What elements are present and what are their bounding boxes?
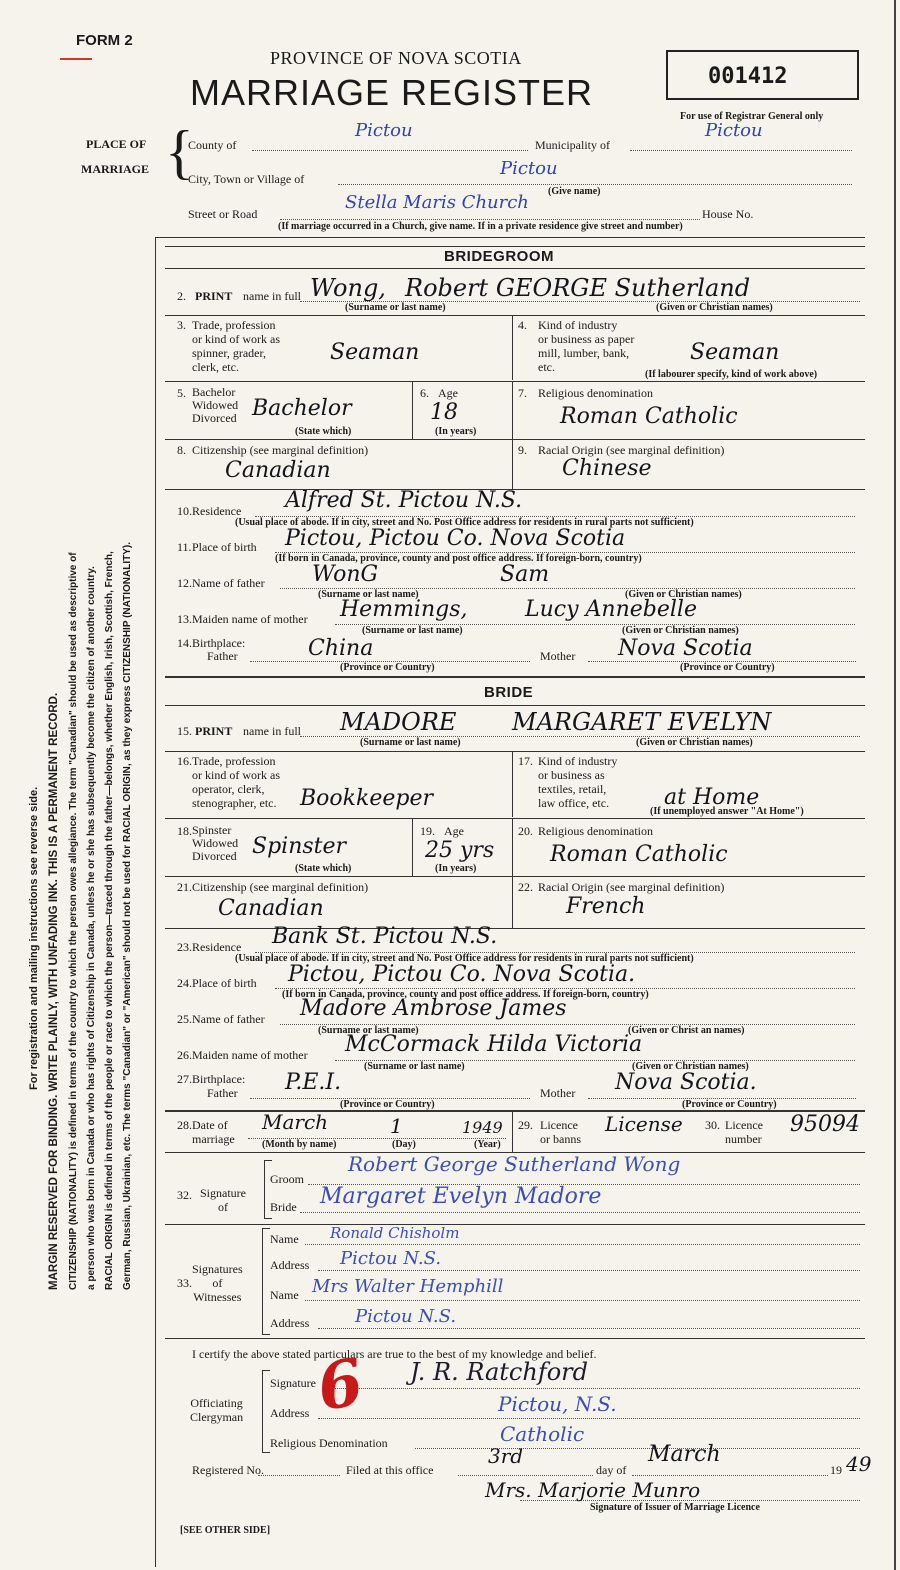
bride-age: 25 yrs xyxy=(425,838,495,863)
licence-type: License xyxy=(605,1112,683,1136)
clergy-signature: J. R. Ratchford xyxy=(410,1358,588,1386)
groom-age: 18 xyxy=(430,400,458,425)
label-line: or kind of work as xyxy=(192,768,280,782)
bracket xyxy=(262,1452,270,1453)
margin-binding-note: MARGIN RESERVED FOR BINDING. WRITE PLAINLY, WITH UNFADING INK. THIS IS A PERMANENT RECORD. xyxy=(48,692,60,1290)
label-line: of xyxy=(218,1200,228,1214)
label-line: or business as xyxy=(538,768,605,782)
bracket xyxy=(262,1370,263,1452)
rule xyxy=(165,1338,865,1339)
residence-note: (Usual place of abode. If in city, street and No. Post Office address for residents in rural parts not sufficient) xyxy=(235,953,694,964)
month-note: (Month by name) xyxy=(262,1139,337,1150)
field-number: 26. xyxy=(177,1048,192,1062)
line xyxy=(305,1300,860,1301)
field-number: 11. xyxy=(177,540,192,554)
label-line: of xyxy=(212,1276,223,1290)
field-number: 3. xyxy=(177,318,186,332)
certify-statement: I certify the above stated particulars are true to the best of my knowledge and belief. xyxy=(192,1347,597,1361)
city-label: City, Town or Village of xyxy=(188,172,305,186)
field-number: 13. xyxy=(177,612,192,626)
margin-racial-def: RACIAL ORIGIN is defined in terms of the people or race to which the person—traced through the father—belongs, whether English, Irish, Scottish, French, xyxy=(104,551,115,1290)
field-number: 24. xyxy=(177,976,192,990)
margin-citizenship-def: CITIZENSHIP (NATIONALITY) is defined in terms of the country to which the person owes allegiance. The term "Canadian" should be used as descriptive of xyxy=(68,552,79,1290)
red-underline xyxy=(60,58,92,60)
day-note: (Day) xyxy=(392,1139,416,1150)
frame-left xyxy=(155,237,156,1567)
field-number: 8. xyxy=(177,443,186,457)
witness-address-label: Address xyxy=(270,1258,310,1272)
register-number: 001412 xyxy=(708,64,788,89)
divider xyxy=(512,751,513,817)
give-name-note: (Give name) xyxy=(548,186,601,197)
surname-note: (Surname or last name) xyxy=(318,1025,419,1036)
rule xyxy=(165,246,865,247)
field-number: 32. xyxy=(177,1188,192,1202)
divider xyxy=(512,1110,513,1152)
father-name-label: Name of father xyxy=(192,576,265,590)
margin-citizenship-def-2: a person who was born in Canada or who has rights of Citizenship in Canada, unless he or she has subsequently become the citizen of another country. xyxy=(86,566,97,1290)
line xyxy=(458,1475,593,1476)
field-number: 7. xyxy=(518,386,527,400)
field-number: 28. xyxy=(177,1118,192,1132)
bride-status: Spinster xyxy=(252,834,347,859)
year-prefix: 19 xyxy=(830,1463,842,1477)
field-number: 10. xyxy=(177,504,192,518)
municipality-line xyxy=(630,150,852,151)
racial-origin-label: Racial Origin (see marginal definition) xyxy=(538,443,725,457)
industry-label xyxy=(538,754,617,810)
street-label: Street or Road xyxy=(188,207,258,221)
field-number: 23. xyxy=(177,940,192,954)
groom-label: Groom xyxy=(270,1172,304,1186)
bride-citizenship: Canadian xyxy=(218,896,324,921)
label-line: or business as paper xyxy=(538,332,635,346)
divider xyxy=(412,818,413,876)
registrar-note: For use of Registrar General only xyxy=(680,111,824,122)
field-number: 12. xyxy=(177,576,192,590)
street-note: (If marriage occurred in a Church, give name. If in a private residence give street and number) xyxy=(278,221,683,232)
officiating-clergyman-label xyxy=(190,1396,243,1424)
field-number: 6. xyxy=(420,386,429,400)
brace: { xyxy=(165,119,194,185)
divider xyxy=(512,818,513,876)
trade-label xyxy=(192,318,280,374)
given-note: (Given or Christian names) xyxy=(636,737,753,748)
citizenship-label: Citizenship (see marginal definition) xyxy=(192,880,369,894)
bride-signature: Margaret Evelyn Madore xyxy=(320,1184,602,1209)
in-years-note: (In years) xyxy=(435,863,477,874)
birth-note: (If born in Canada, province, county and post office address. If foreign-born, country) xyxy=(282,989,649,1000)
label-line: Officiating xyxy=(190,1396,243,1410)
label-line: Trade, profession xyxy=(192,754,276,768)
rule xyxy=(165,439,865,440)
label-line: Witnesses xyxy=(193,1290,242,1304)
birthplace-label: Place of birth xyxy=(192,540,257,554)
line xyxy=(318,1270,860,1271)
province-note: (Province or Country) xyxy=(340,662,435,673)
witness-name-label: Name xyxy=(270,1232,299,1246)
date-label xyxy=(192,1118,235,1146)
witness-1-name: Ronald Chisholm xyxy=(330,1224,460,1242)
province-note: (Province or Country) xyxy=(680,662,775,673)
licence-banns-label xyxy=(540,1118,581,1146)
clergy-address: Pictou, N.S. xyxy=(498,1392,617,1416)
field-number: 17. xyxy=(518,754,533,768)
bride-given-names: MARGARET EVELYN xyxy=(512,708,772,736)
racial-origin-label: Racial Origin (see marginal definition) xyxy=(538,880,725,894)
rule xyxy=(165,751,865,752)
form-label: FORM 2 xyxy=(76,32,133,49)
rule xyxy=(165,676,865,678)
divider xyxy=(412,381,413,439)
label-line: Divorced xyxy=(192,849,237,863)
groom-mother-given: Lucy Annebelle xyxy=(525,597,697,622)
bride-residence: Bank St. Pictou N.S. xyxy=(272,924,498,949)
label-line: Spinster xyxy=(192,823,232,837)
field-number: 21. xyxy=(177,880,192,894)
groom-given-names: Robert GEORGE Sutherland xyxy=(405,274,751,302)
label-line: Divorced xyxy=(192,411,237,425)
label-line: Bachelor xyxy=(192,385,236,399)
rule xyxy=(165,268,865,269)
house-label: House No. xyxy=(702,207,754,221)
bride-label: Bride xyxy=(270,1200,297,1214)
filed-day: 3rd xyxy=(488,1444,524,1468)
clergy-address-label: Address xyxy=(270,1406,310,1420)
given-note: (Given or Christ an names) xyxy=(628,1025,745,1036)
age-label: Age xyxy=(444,824,464,838)
birthplace-parents-label: Birthplace: xyxy=(192,1072,246,1086)
father-label: Father xyxy=(207,1086,238,1100)
rule xyxy=(165,705,865,706)
field-number: 15. xyxy=(177,724,192,738)
field-number: 27. xyxy=(177,1072,192,1086)
unemployed-note: (If unemployed answer "At Home") xyxy=(650,806,804,817)
label-line: Licence xyxy=(725,1118,763,1132)
witness-2-address: Pictou N.S. xyxy=(355,1306,457,1327)
labourer-note: (If labourer specify, kind of work above) xyxy=(645,369,818,380)
label-line: stenographer, etc. xyxy=(192,796,277,810)
field-number: 19. xyxy=(420,824,435,838)
red-registrar-mark: 6 xyxy=(311,1344,369,1427)
label-line: mill, lumber, bank, xyxy=(538,346,630,360)
line xyxy=(318,1328,860,1329)
frame-top xyxy=(155,237,865,238)
licence-number: 95094 xyxy=(790,1112,860,1137)
bracket xyxy=(264,1160,272,1161)
filed-year: 49 xyxy=(846,1452,872,1476)
print-label: PRINT xyxy=(195,724,233,738)
label-line: or kind of work as xyxy=(192,332,280,346)
line xyxy=(632,1475,828,1476)
bridegroom-heading: BRIDEGROOM xyxy=(444,248,554,265)
label-line: Signatures xyxy=(192,1262,243,1276)
surname-note: (Surname or last name) xyxy=(318,589,419,600)
bride-industry: at Home xyxy=(664,785,760,810)
field-number: 2. xyxy=(177,289,186,303)
birthplace-parents-label: Birthplace: xyxy=(192,636,246,650)
place-label-1: PLACE OF xyxy=(86,137,147,151)
field-number: 25. xyxy=(177,1012,192,1026)
religion-label: Religious denomination xyxy=(538,386,653,400)
label-line: textiles, retail, xyxy=(538,782,607,796)
city-value: Pictou xyxy=(500,158,558,179)
label-line: spinner, grader, xyxy=(192,346,267,360)
residence-label: Residence xyxy=(192,940,242,954)
line xyxy=(300,1212,860,1213)
label-line: law office, etc. xyxy=(538,796,610,810)
state-which-note: (State which) xyxy=(295,426,352,437)
label-line: or banns xyxy=(540,1132,581,1146)
clergy-denomination: Catholic xyxy=(500,1422,585,1446)
rule xyxy=(165,928,865,929)
state-which-note: (State which) xyxy=(295,863,352,874)
label-line: clerk, etc. xyxy=(192,360,239,374)
witness-1-address: Pictou N.S. xyxy=(340,1248,442,1269)
field-number: 30. xyxy=(705,1118,720,1132)
groom-religion: Roman Catholic xyxy=(560,404,738,429)
surname-note: (Surname or last name) xyxy=(364,1061,465,1072)
label-line: Widowed xyxy=(192,398,239,412)
issuer-label: Signature of Issuer of Marriage Licence xyxy=(590,1502,760,1513)
bride-trade: Bookkeeper xyxy=(300,786,433,811)
age-label: Age xyxy=(438,386,458,400)
groom-racial-origin: Chinese xyxy=(562,456,652,481)
page-title: MARRIAGE REGISTER xyxy=(190,72,594,113)
father-name-label: Name of father xyxy=(192,1012,265,1026)
mother-maiden-label: Maiden name of mother xyxy=(192,1048,308,1062)
rule xyxy=(165,818,865,819)
bracket xyxy=(264,1160,265,1218)
county-line xyxy=(252,150,528,151)
groom-mother-surname: Hemmings, xyxy=(340,597,468,622)
rule xyxy=(165,876,865,877)
bride-mother-name: McCormack Hilda Victoria xyxy=(345,1032,643,1057)
bride-surname: MADORE xyxy=(340,708,457,736)
print-label: PRINT xyxy=(195,289,233,303)
field-number: 18. xyxy=(177,824,192,838)
industry-label xyxy=(538,318,634,374)
filed-month: March xyxy=(648,1442,721,1467)
margin-instructions: For registration and mailing instructions see reverse side. xyxy=(28,786,40,1090)
name-in-full-label: name in full xyxy=(243,289,301,303)
divider xyxy=(512,315,513,380)
filed-label: Filed at this office xyxy=(346,1463,434,1477)
groom-citizenship: Canadian xyxy=(225,458,331,483)
surname-note: (Surname or last name) xyxy=(360,737,461,748)
bride-father-birthplace: P.E.I. xyxy=(285,1070,342,1095)
licence-number-label xyxy=(725,1118,763,1146)
label-line: marriage xyxy=(192,1132,235,1146)
groom-mother-birthplace: Nova Scotia xyxy=(618,636,753,661)
label-line: Kind of industry xyxy=(538,754,618,768)
bride-heading: BRIDE xyxy=(484,684,534,701)
mother-label: Mother xyxy=(540,1086,576,1100)
rule xyxy=(165,1224,865,1225)
witness-address-label: Address xyxy=(270,1316,310,1330)
label-line: Clergyman xyxy=(190,1410,244,1424)
field-number: 14. xyxy=(177,636,192,650)
label-line: Date of xyxy=(192,1118,228,1132)
residence-note: (Usual place of abode. If in city, street and No. Post Office address for residents in rural parts not sufficient) xyxy=(235,517,694,528)
field-number: 33. xyxy=(177,1276,192,1290)
bracket xyxy=(262,1228,263,1334)
clergy-signature-label: Signature xyxy=(270,1376,316,1390)
line xyxy=(258,1475,340,1476)
issuer-signature: Mrs. Marjorie Munro xyxy=(485,1478,701,1502)
bracket xyxy=(262,1334,270,1335)
street-line xyxy=(280,219,700,220)
given-note: (Given or Christian names) xyxy=(632,1061,749,1072)
groom-industry: Seaman xyxy=(690,340,780,365)
groom-signature: Robert George Sutherland Wong xyxy=(348,1152,681,1176)
mother-label: Mother xyxy=(540,649,576,663)
city-line xyxy=(338,184,852,185)
marriage-day: 1 xyxy=(390,1114,403,1138)
field-number: 16. xyxy=(177,754,192,768)
divider xyxy=(512,876,513,928)
municipality-value: Pictou xyxy=(705,120,763,141)
rule xyxy=(165,381,865,382)
field-number: 20. xyxy=(518,824,533,838)
label-line: etc. xyxy=(538,360,555,374)
margin-racial-def-2: German, Russian, Ukrainian, etc. The terms "Canadian" or "American" should not be used for RACIAL ORIGIN, as they express CITIZENSHIP (NATIONALITY). xyxy=(122,541,133,1290)
province-note: (Province or Country) xyxy=(340,1099,435,1110)
groom-father-surname: WonG xyxy=(312,562,379,587)
groom-father-given: Sam xyxy=(500,562,550,587)
groom-surname: Wong, xyxy=(310,274,386,302)
given-note: (Given or Christian names) xyxy=(622,625,739,636)
county-label: County of xyxy=(188,138,237,152)
surname-note: (Surname or last name) xyxy=(362,625,463,636)
marriage-month: March xyxy=(262,1110,329,1134)
street-value: Stella Maris Church xyxy=(345,192,529,213)
witness-name-label: Name xyxy=(270,1288,299,1302)
year-note: (Year) xyxy=(474,1139,501,1150)
citizenship-label: Citizenship (see marginal definition) xyxy=(192,443,369,457)
marriage-year: 1949 xyxy=(462,1118,503,1137)
father-label: Father xyxy=(207,649,238,663)
line xyxy=(415,1448,860,1449)
mother-maiden-label: Maiden name of mother xyxy=(192,612,308,626)
groom-trade: Seaman xyxy=(330,340,420,365)
trade-label xyxy=(192,754,280,810)
registered-no-label: Registered No. xyxy=(192,1463,264,1477)
field-number: 4. xyxy=(518,318,527,332)
witnesses-label xyxy=(192,1262,243,1304)
municipality-label: Municipality of xyxy=(535,138,610,152)
bride-racial-origin: French xyxy=(566,894,646,919)
groom-birthplace: Pictou, Pictou Co. Nova Scotia xyxy=(285,526,626,551)
label-line: number xyxy=(725,1132,762,1146)
bride-birthplace: Pictou, Pictou Co. Nova Scotia. xyxy=(288,962,636,987)
field-number: 5. xyxy=(177,386,186,400)
label-line: Trade, profession xyxy=(192,318,276,332)
see-other-side: [SEE OTHER SIDE] xyxy=(180,1525,271,1536)
field-number: 29. xyxy=(518,1118,533,1132)
given-note: (Given or Christian names) xyxy=(625,589,742,600)
birth-note: (If born in Canada, province, county and post office address. If foreign-born, country) xyxy=(275,553,642,564)
groom-status: Bachelor xyxy=(252,396,352,421)
birthplace-label: Place of birth xyxy=(192,976,257,990)
given-note: (Given or Christian names) xyxy=(656,302,773,313)
bracket xyxy=(262,1228,270,1229)
label-line: operator, clerk, xyxy=(192,782,265,796)
line xyxy=(305,1244,860,1245)
bracket xyxy=(262,1370,270,1371)
witness-2-name: Mrs Walter Hemphill xyxy=(312,1276,504,1297)
residence-label: Residence xyxy=(192,504,242,518)
bride-father-name: Madore Ambrose James xyxy=(300,996,567,1021)
marital-status-label xyxy=(192,386,238,425)
line xyxy=(330,1388,860,1389)
field-number: 9. xyxy=(518,443,527,457)
field-number: 22. xyxy=(518,880,533,894)
signature-label xyxy=(200,1186,246,1214)
bride-mother-birthplace: Nova Scotia. xyxy=(615,1070,757,1095)
surname-note: (Surname or last name) xyxy=(345,302,446,313)
province-heading: PROVINCE OF NOVA SCOTIA xyxy=(270,48,522,68)
page-edge xyxy=(894,0,896,1570)
province-note: (Province or Country) xyxy=(682,1099,777,1110)
day-of-label: day of xyxy=(596,1463,627,1477)
line xyxy=(318,1418,860,1419)
rule xyxy=(165,315,865,316)
divider xyxy=(512,381,513,439)
religion-label: Religious denomination xyxy=(538,824,653,838)
label-line: Licence xyxy=(540,1118,578,1132)
place-label-2: MARRIAGE xyxy=(81,162,149,176)
bride-religion: Roman Catholic xyxy=(550,842,728,867)
divider xyxy=(512,439,513,489)
name-in-full-label: name in full xyxy=(243,724,301,738)
groom-father-birthplace: China xyxy=(308,636,374,661)
in-years-note: (In years) xyxy=(435,426,477,437)
label-line: Kind of industry xyxy=(538,318,618,332)
label-line: Widowed xyxy=(192,836,239,850)
groom-residence: Alfred St. Pictou N.S. xyxy=(285,488,523,513)
marital-status-label xyxy=(192,824,238,863)
label-line: Signature xyxy=(200,1186,246,1200)
bracket xyxy=(264,1218,272,1219)
county-value: Pictou xyxy=(355,120,413,141)
clergy-denomination-label: Religious Denomination xyxy=(270,1436,388,1450)
